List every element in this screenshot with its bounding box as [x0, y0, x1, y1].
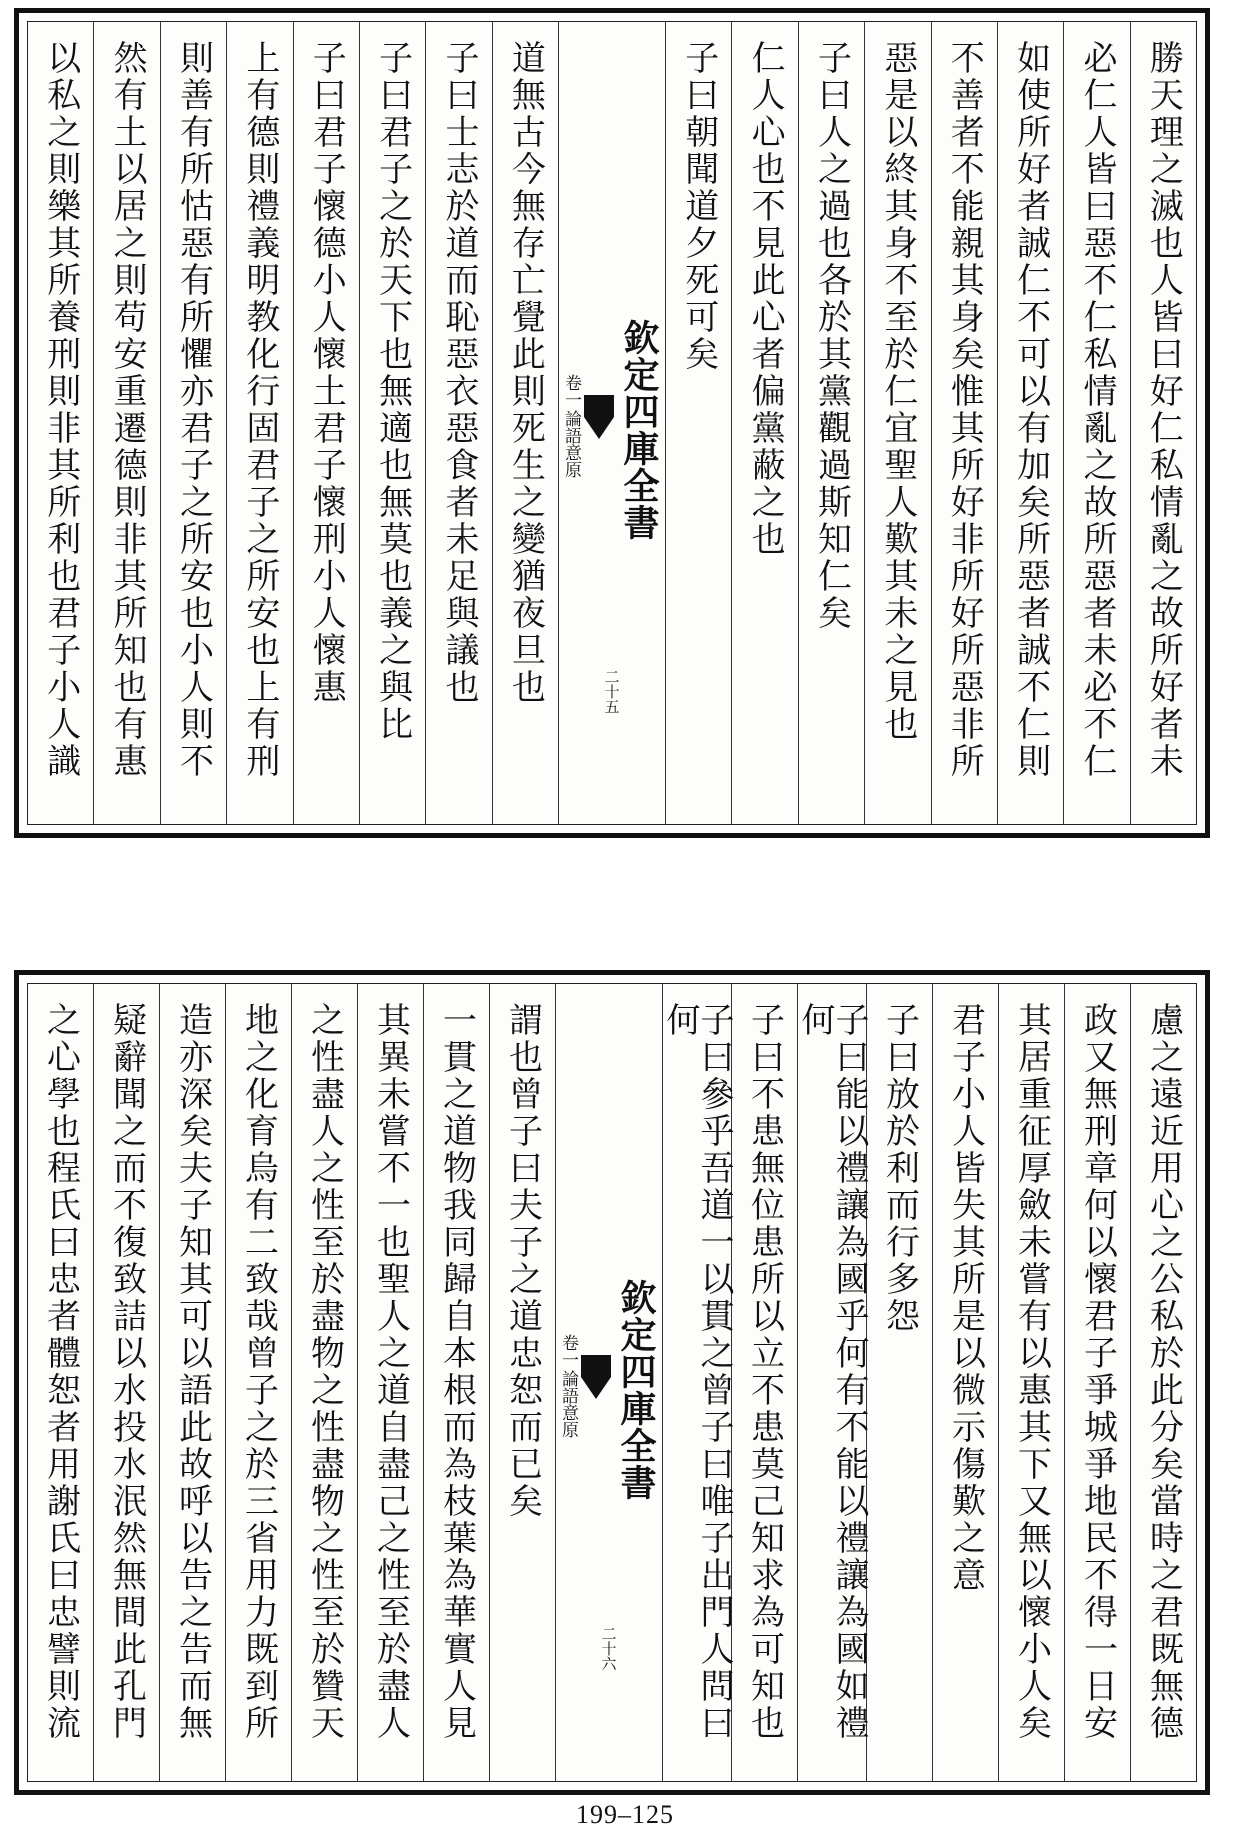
text-column: 子曰能以禮讓為國乎何有不能以禮讓為國如禮何	[797, 984, 866, 1781]
folio-number: 二十五	[602, 669, 621, 714]
text-column: 子曰參乎吾道一以貫之曾子曰唯子出門人問曰何	[662, 984, 731, 1781]
volume-label: 卷一	[561, 374, 581, 408]
book-title	[556, 1334, 581, 1438]
text-column: 不善者不能親其身矣惟其所好非所好所惡非所	[931, 22, 997, 824]
text-column: 子曰不患無位患所以立不患莫己知求為可知也	[731, 984, 797, 1781]
volume-label: 卷一	[558, 1333, 578, 1368]
text-column: 子曰君子之於天下也無適也無莫也義之與比	[359, 22, 425, 824]
text-column: 君子小人皆失其所是以微示傷歎之意	[932, 984, 998, 1781]
text-column: 子曰士志於道而恥惡衣惡食者未足與議也	[425, 22, 491, 824]
text-column: 疑辭聞之而不復致詰以水投水泯然無間此孔門	[93, 984, 159, 1781]
bottom-page	[14, 970, 1210, 1795]
text-column: 其居重征厚斂未嘗有以惠其下又無以懷小人矣	[998, 984, 1064, 1781]
fish-tail-mark-icon	[584, 395, 614, 451]
top-page-text-frame	[27, 21, 1197, 825]
text-column: 其異未嘗不一也聖人之道自盡己之性至於盡人	[357, 984, 423, 1781]
bottom-page-text-frame	[27, 983, 1197, 1782]
text-column: 然有土以居之則苟安重遷德則非其所知也有惠	[93, 22, 159, 824]
text-column: 仁人心也不見此心者偏黨蔽之也	[731, 22, 797, 824]
text-column: 造亦深矣夫子知其可以語此故呼以告之告而無	[159, 984, 225, 1781]
fish-tail-mark-icon	[581, 1355, 611, 1411]
text-column: 之性盡人之性至於盡物之性盡物之性至於贊天	[291, 984, 357, 1781]
book-title	[559, 374, 584, 478]
text-column: 則善有所怙惡有所懼亦君子之所安也小人則不	[160, 22, 226, 824]
text-column: 上有德則禮義明教化行固君子之所安也上有刑	[226, 22, 292, 824]
text-column: 子曰人之過也各於其黨觀過斯知仁矣	[798, 22, 864, 824]
text-column: 子曰君子懷德小人懷土君子懷刑小人懷惠	[293, 22, 359, 824]
text-column: 以私之則樂其所養刑則非其所利也君子小人識	[40, 40, 81, 780]
page-number: 199–125	[576, 1800, 674, 1829]
text-column: 道無古今無存亡覺此則死生之變猶夜旦也	[492, 22, 558, 824]
folio-number: 二十六	[599, 1626, 618, 1671]
center-fold	[555, 984, 662, 1781]
text-column: 政又無刑章何以懷君子爭城爭地民不得一日安	[1064, 984, 1130, 1781]
book-title-text: 論語意原	[558, 1369, 578, 1438]
text-column: 勝天理之滅也人皆曰好仁私情亂之故所好者未	[1130, 22, 1196, 824]
top-page	[14, 8, 1210, 838]
text-column: 一貫之道物我同歸自本根而為枝葉為華實人見	[423, 984, 489, 1781]
text-column: 之心學也程氏曰忠者體恕者用謝氏曰忠譬則流	[40, 1002, 81, 1742]
series-title: 欽定四庫全書	[618, 319, 660, 541]
text-column: 子曰朝聞道夕死可矣	[665, 22, 731, 824]
book-title-text: 論語意原	[561, 410, 581, 478]
text-column: 地之化育烏有二致哉曾子之於三省用力既到所	[225, 984, 291, 1781]
text-column: 惡是以終其身不至於仁宜聖人歎其未之見也	[864, 22, 930, 824]
center-fold	[558, 22, 665, 824]
text-column: 如使所好者誠仁不可以有加矣所惡者誠不仁則	[997, 22, 1063, 824]
text-column: 子曰放於利而行多怨	[866, 984, 932, 1781]
text-column: 必仁人皆曰惡不仁私情亂之故所惡者未必不仁	[1063, 22, 1129, 824]
text-column: 謂也曾子曰夫子之道忠恕而已矣	[489, 984, 555, 1781]
series-title: 欽定四庫全書	[615, 1278, 657, 1501]
text-column: 慮之遠近用心之公私於此分矣當時之君既無德	[1130, 984, 1196, 1781]
